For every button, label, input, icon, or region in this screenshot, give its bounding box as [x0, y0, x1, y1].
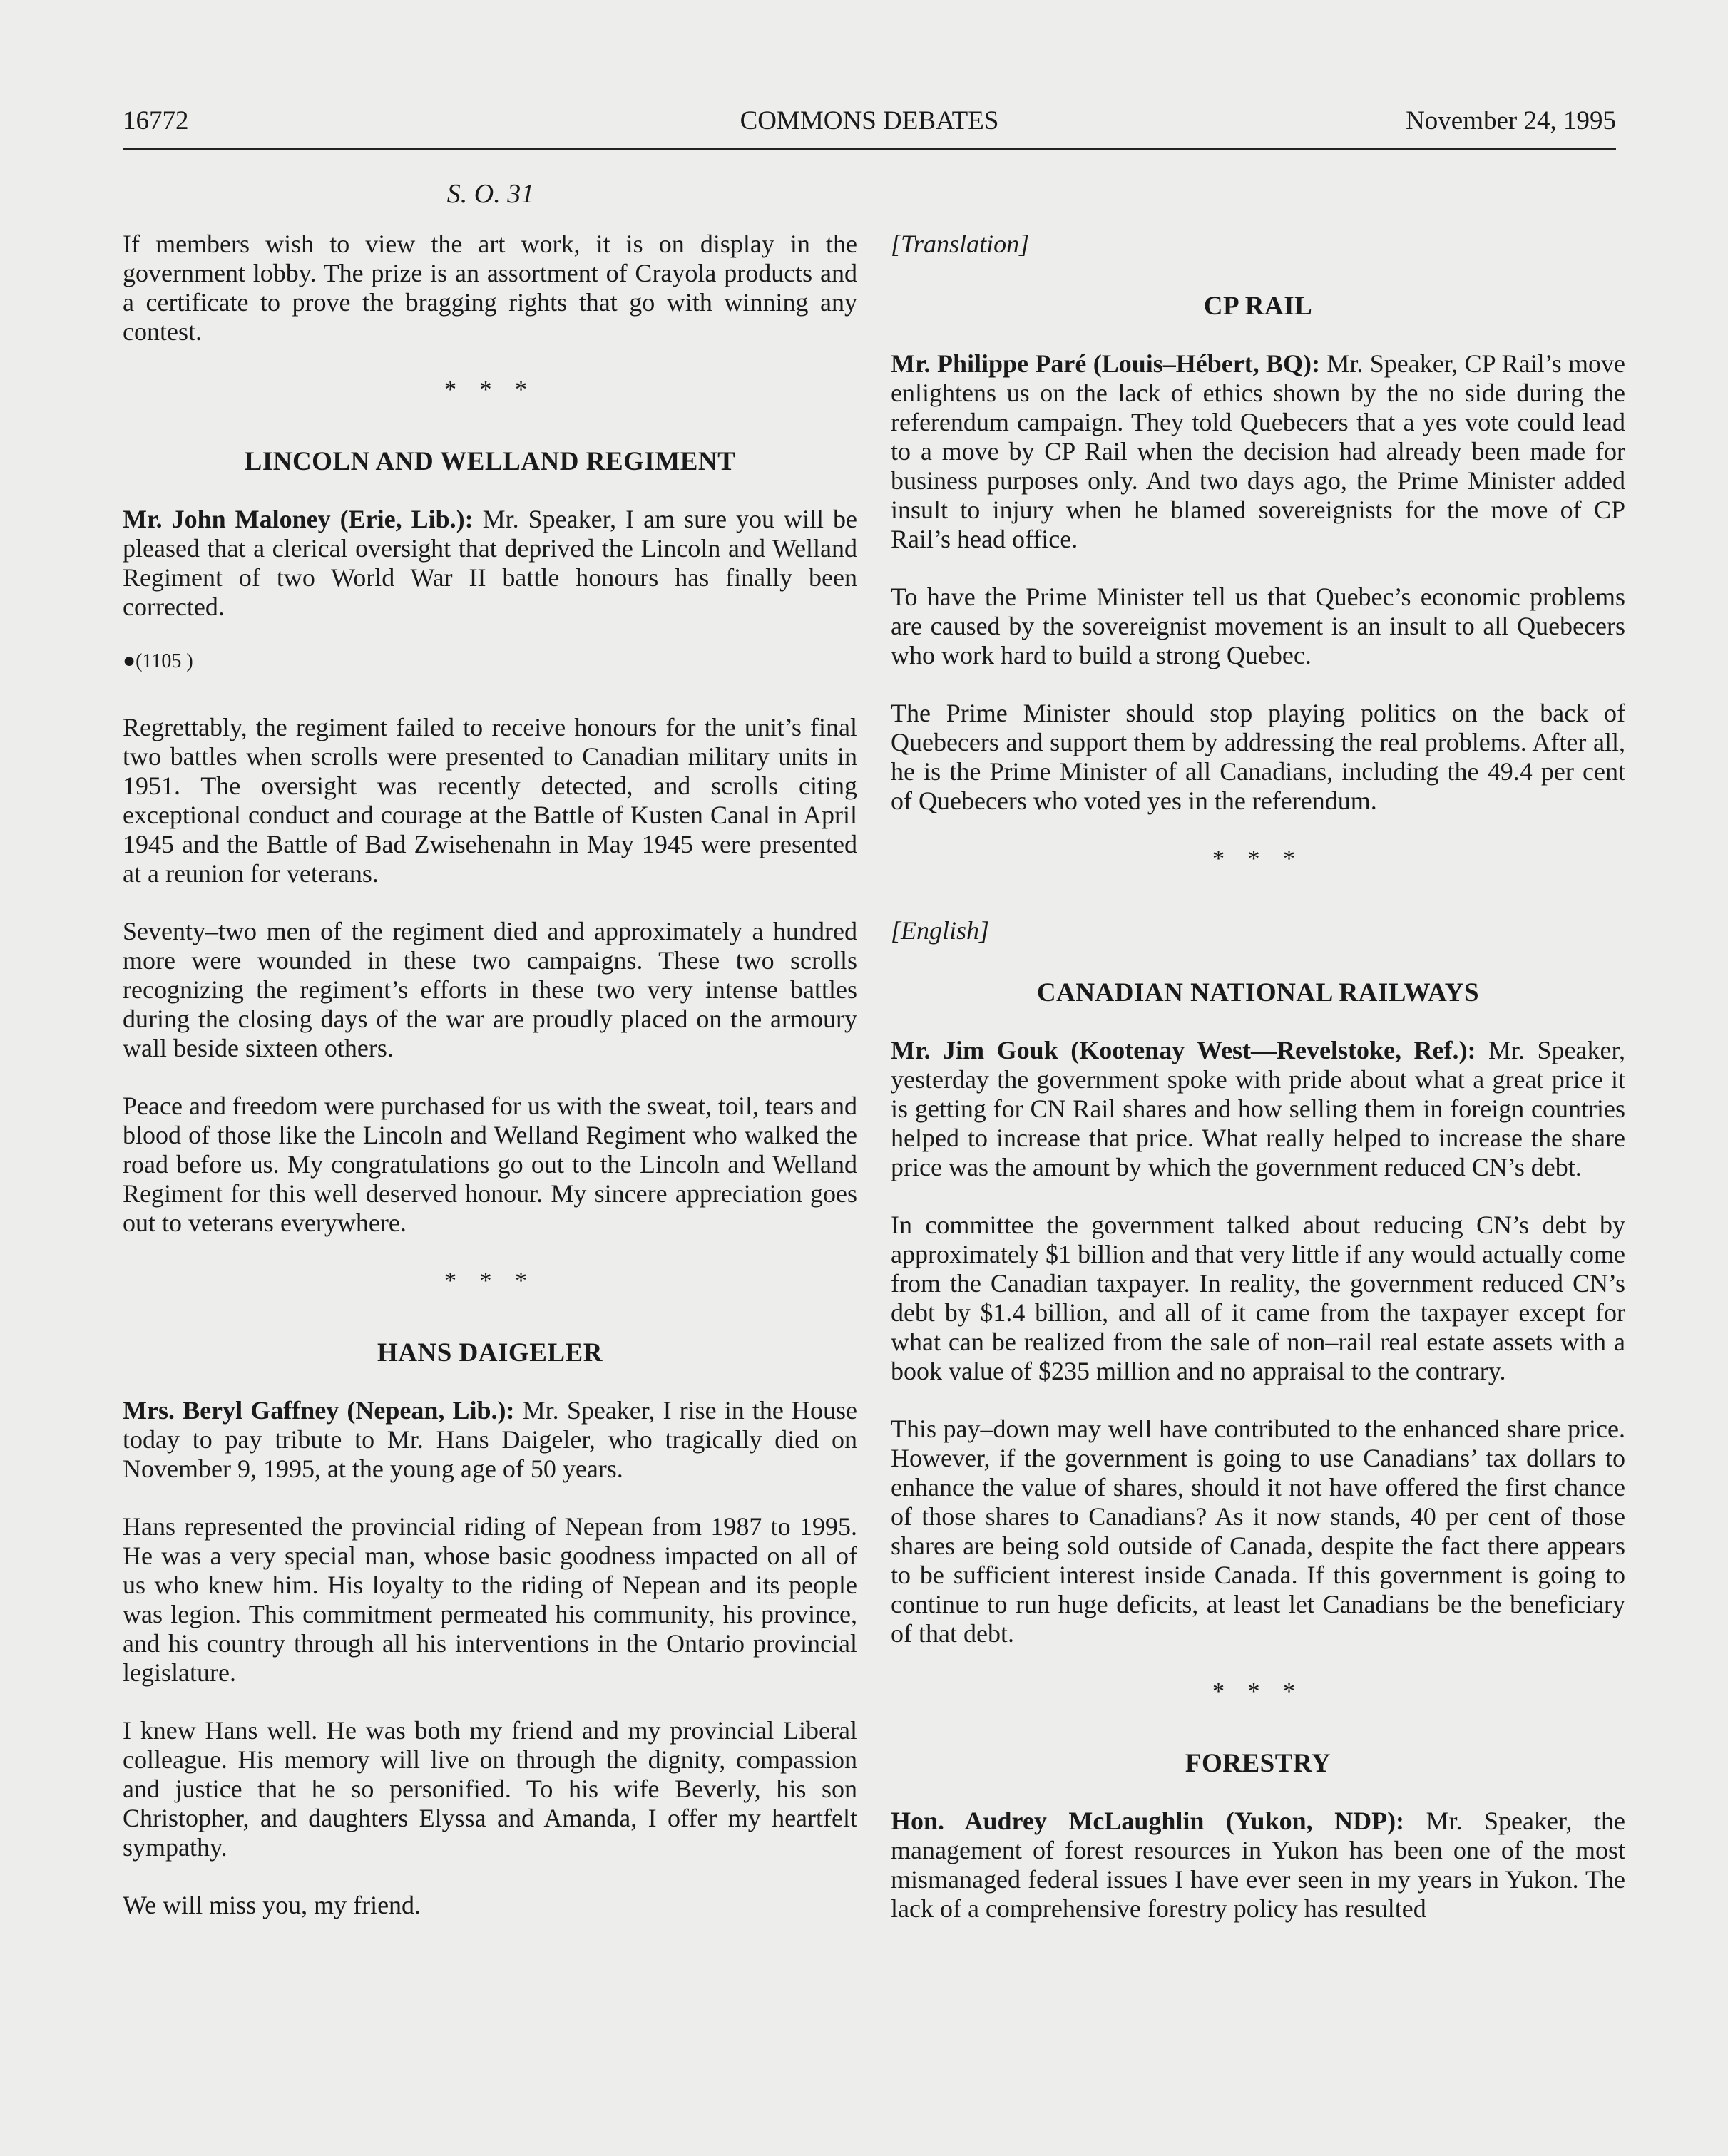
time-stamp-text: (1105 )	[136, 650, 193, 672]
paragraph: In committee the government talked about reducing CN’s debt by approximately $1 billion and that very little if any would actually come from the Canadian taxpayer. In reality, the government reduced CN’s debt by $1.4 billion, and all of it came from the taxpayer except for what can be realized from the sale of non–rail real estate assets with a book value of $235 million and no appraisal to the contrary.	[891, 1211, 1625, 1385]
paragraph: We will miss you, my friend.	[123, 1891, 421, 1919]
paragraph: Hans represented the provincial riding of Nepean from 1987 to 1995. He was a very special man, whose basic goodness impacted on all of us who knew him. His loyalty to the riding of Nepean and its people was legion. This commitment permeated his community, his province, and his country through all his interventions in the Ontario provincial legislature.	[123, 1512, 857, 1687]
speaker-name: Mr. Philippe Paré (Louis–Hébert, BQ):	[891, 349, 1321, 378]
paragraph: Peace and freedom were purchased for us with the sweat, toil, tears and blood of those like the Lincoln and Welland Regiment who walked the road before us. My congratulations go out to the Lincoln and Welland Regiment for this well deserved honour. My sincere appreciation goes out to veterans everywhere.	[123, 1092, 857, 1237]
speech-paragraph	[891, 1807, 1625, 1924]
paragraph: This pay–down may well have contributed to the enhanced share price. However, if the government is going to use Canadians’ tax dollars to enhance the value of shares, should it not have offered the first chance of those shares to Canadians? As it now stands, 40 per cent of those shares are being sold outside of Canada, despite the fact there appears to be sufficient interest inside Canada. If this government is going to continue to run huge deficits, at least let Canadians be the beneficiary of that debt.	[891, 1415, 1625, 1648]
page-header	[123, 106, 1616, 148]
paragraph: I knew Hans well. He was both my friend and my provincial Liberal colleague. His memory will live on through the dignity, compassion and justice that he so personified. To his wife Beverly, his son Christopher, and daughters Elyssa and Amanda, I offer my heartfelt sympathy.	[123, 1716, 857, 1862]
speech-text: Mr. Speaker, the management of forest resources in Yukon has been one of the most mismanaged federal issues I have ever seen in my years in Yukon. The lack of a comprehensive forestry policy has resulted	[891, 1807, 1626, 1923]
speaker-name: Hon. Audrey McLaughlin (Yukon, NDP):	[891, 1807, 1405, 1835]
page-date: November 24, 1995	[1406, 106, 1616, 135]
section-heading: CANADIAN NATIONAL RAILWAYS	[1036, 978, 1480, 1007]
language-note: [Translation]	[891, 230, 1030, 258]
paragraph: Regrettably, the regiment failed to receive honours for the unit’s final two battles when scrolls were presented to Canadian military units in 1951. The oversight was recently detected, and scrolls citing exceptional conduct and courage at the Battle of Kusten Canal in April 1945 and the Battle of Bad Zwisehenahn in May 1945 were presented at a reunion for veterans.	[123, 713, 857, 888]
header-rule	[123, 148, 1616, 150]
separator-stars: * * *	[444, 376, 536, 403]
running-title: COMMONS DEBATES	[740, 106, 999, 135]
speech-paragraph	[891, 1036, 1625, 1182]
speaker-name: Mrs. Beryl Gaffney (Nepean, Lib.):	[123, 1396, 515, 1424]
paragraph: If members wish to view the art work, it is on display in the government lobby. The prize is an assortment of Crayola products and a certificate to prove the bragging rights that go with winning any contest.	[123, 230, 857, 346]
time-stamp	[123, 646, 857, 676]
section-heading: LINCOLN AND WELLAND REGIMENT	[244, 447, 736, 476]
page-number: 16772	[123, 106, 189, 135]
left-column	[123, 230, 857, 1949]
speech-text: Mr. Speaker, I rise in the House today to pay tribute to Mr. Hans Daigeler, who tragically died on November 9, 1995, at the young age of 50 years.	[123, 1396, 858, 1483]
speech-text: Mr. Speaker, I am sure you will be pleased that a clerical oversight that deprived the Lincoln and Welland Regiment of two World War II battle honours has finally been corrected.	[123, 505, 858, 621]
paragraph: The Prime Minister should stop playing politics on the back of Quebecers and support them by addressing the real problems. After all, he is the Prime Minister of all Canadians, including the 49.4 per cent of Quebecers who voted yes in the referendum.	[891, 699, 1625, 815]
paragraph: Seventy–two men of the regiment died and approximately a hundred more were wounded in these two campaigns. These two scrolls recognizing the regiment’s efforts in these two very intense battles during the closing days of the war are proudly placed on the armoury wall beside sixteen others.	[123, 917, 857, 1062]
separator-stars: * * *	[1212, 846, 1304, 872]
speaker-name: Mr. Jim Gouk (Kootenay West—Revelstoke, Ref.):	[891, 1036, 1476, 1064]
separator-stars: * * *	[444, 1268, 536, 1294]
right-column	[891, 230, 1625, 1952]
section-heading: FORESTRY	[1185, 1749, 1331, 1778]
speech-text: Mr. Speaker, CP Rail’s move enlightens us on the lack of ethics shown by the no side during the referendum campaign. They told Quebecers that a yes vote could lead to a move by CP Rail when the decision had already been made for business purposes only. And two days ago, the Prime Minister added insult to injury when he blamed sovereignists for the move of CP Rail’s head office.	[891, 349, 1626, 553]
speech-paragraph	[123, 505, 857, 622]
separator-stars: * * *	[1212, 1678, 1304, 1705]
bullet-icon: ●	[123, 649, 136, 672]
speaker-name: Mr. John Maloney (Erie, Lib.):	[123, 505, 474, 533]
speech-text: Mr. Speaker, yesterday the government spoke with pride about what a great price it is getting for CN Rail shares and how selling them in foreign countries helped to increase that price. What really helped to increase the share price was the amount by which the government reduced CN’s debt.	[891, 1036, 1626, 1181]
paragraph: To have the Prime Minister tell us that Quebec’s economic problems are caused by the sovereignist movement is an insult to all Quebecers who work hard to build a strong Quebec.	[891, 582, 1625, 669]
section-heading: HANS DAIGELER	[377, 1338, 603, 1367]
language-note: [English]	[891, 916, 990, 945]
speech-paragraph	[891, 349, 1625, 554]
section-heading: CP RAIL	[1203, 292, 1313, 321]
speech-paragraph	[123, 1396, 857, 1484]
section-label: S. O. 31	[446, 179, 535, 209]
